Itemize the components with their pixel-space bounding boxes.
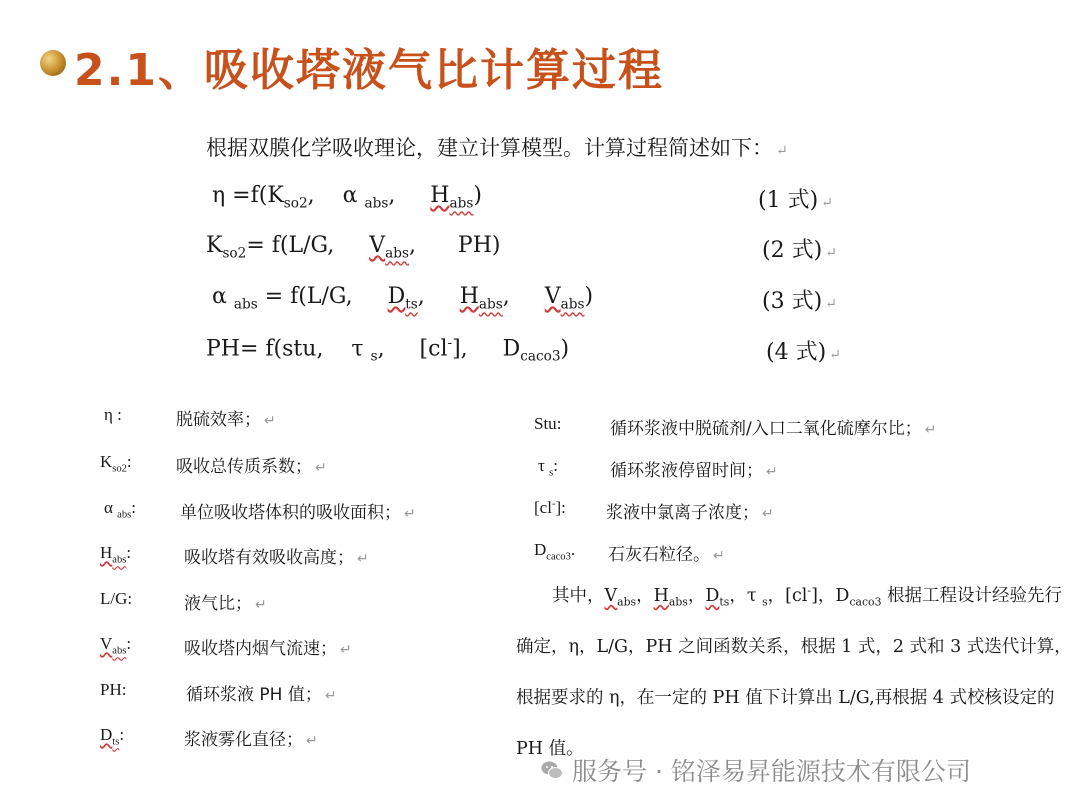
- def-symbol-kso2: $K_{so2}$:: [100, 452, 132, 475]
- equation-3-tag: (3 式) ↵: [762, 289, 837, 314]
- def-symbol-tau: τ $_s$:: [538, 456, 558, 479]
- equation-1: $\eta =f(K_{so2}$, α $_{abs}$, $H_{abs}$): [212, 183, 482, 212]
- def-symbol-vabs: $V_{abs}$:: [100, 634, 132, 657]
- intro-text: 根据双膜化学吸收理论，建立计算模型。计算过程简述如下： ↵: [206, 136, 788, 160]
- def-text-eta: 脱硫效率； ↵: [176, 410, 276, 430]
- wechat-icon: [540, 758, 564, 782]
- def-text-cl: 浆液中氯离子浓度； ↵: [606, 503, 774, 523]
- equation-3: α $_{abs}$ = f(L/G, $D_{ts}$, $H_{abs}$, $V_{abs}$): [212, 284, 594, 313]
- paragraph-line-3: 根据要求的 η，在一定的 PH 值下计算出 L/G,再根据 4 式校核设定的: [516, 688, 1055, 708]
- def-text-lg: 液气比； ↵: [184, 594, 267, 614]
- title-bullet-icon: [40, 50, 66, 76]
- paragraph-line-2: 确定，η，L/G，PH 之间函数关系，根据 1 式，2 式和 3 式迭代计算，: [516, 637, 1072, 657]
- watermark: [540, 752, 971, 788]
- def-symbol-cl: [cl-]:: [534, 498, 566, 517]
- def-symbol-eta: η :: [104, 405, 122, 424]
- def-symbol-lg: L/G:: [100, 589, 133, 608]
- def-text-vabs: 吸收塔内烟气流速； ↵: [184, 639, 352, 659]
- paragraph-line-4: PH 值。: [516, 739, 584, 759]
- equation-2: $K_{so2}= f(L/G$, $V_{abs}$, PH): [206, 233, 501, 262]
- def-text-dcaco3: 石灰石粒径。 ↵: [608, 545, 725, 565]
- equation-4: PH= f(stu, τ $_s$, [cl-], $D_{caco3}$): [206, 335, 570, 365]
- def-symbol-ph: PH:: [100, 680, 127, 699]
- def-symbol-dts: $D_{ts}$:: [100, 725, 125, 748]
- def-text-dts: 浆液雾化直径； ↵: [184, 730, 318, 750]
- equation-1-tag: (1 式) ↵: [758, 188, 833, 213]
- paragraph-line-1: 其中，$V_{abs}$，$H_{abs}$，$D_{ts}$，τ $_s$，[cl-]，$D_{caco3}$ 根据工程设计经验先行: [552, 584, 1063, 609]
- def-text-kso2: 吸收总传质系数； ↵: [176, 457, 327, 477]
- slide-title: 2.1、吸收塔液气比计算过程: [74, 45, 664, 96]
- def-symbol-stu: Stu:: [534, 414, 562, 433]
- def-text-ph: 循环浆液 PH 值； ↵: [186, 685, 337, 705]
- def-text-habs: 吸收塔有效吸收高度； ↵: [184, 548, 369, 568]
- watermark-text: 服务号 · 铭泽易昇能源技术有限公司: [572, 757, 971, 786]
- def-symbol-alpha: α $_{abs}$:: [104, 498, 136, 521]
- def-symbol-dcaco3: $D_{caco3}$.: [534, 540, 576, 563]
- def-text-stu: 循环浆液中脱硫剂/入口二氧化硫摩尔比； ↵: [610, 419, 937, 439]
- def-text-alpha: 单位吸收塔体积的吸收面积； ↵: [180, 503, 416, 523]
- equation-2-tag: (2 式) ↵: [762, 238, 837, 263]
- def-text-tau: 循环浆液停留时间； ↵: [610, 461, 778, 481]
- def-symbol-habs: $H_{abs}$:: [100, 543, 132, 566]
- equation-4-tag: (4 式) ↵: [766, 340, 841, 365]
